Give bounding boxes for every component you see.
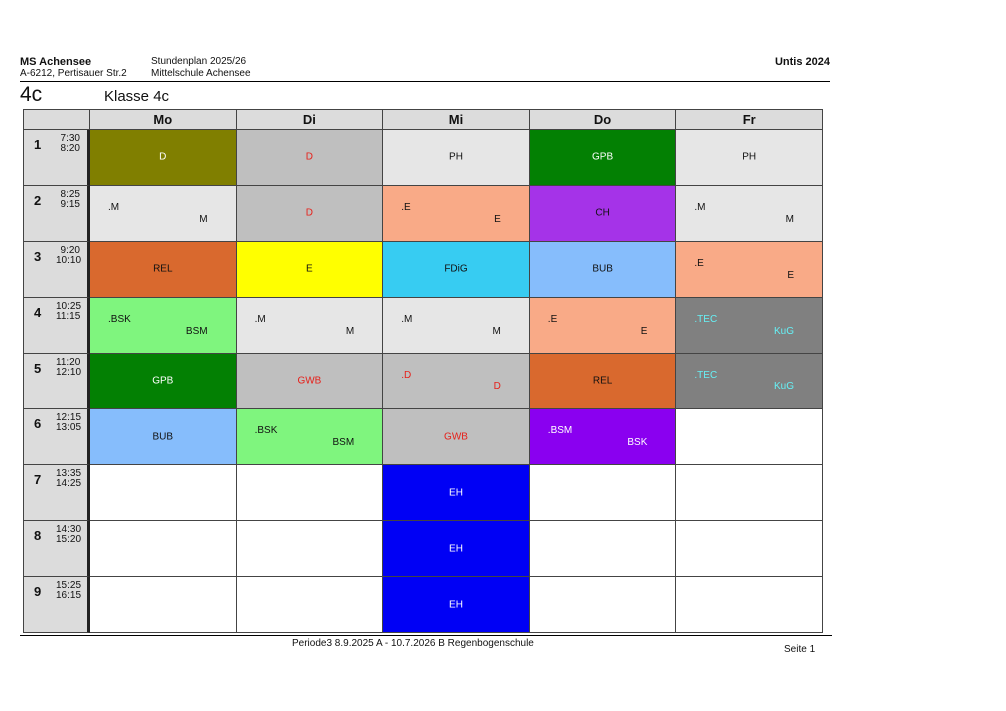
lesson-cell[interactable] <box>676 186 823 242</box>
lesson-cell[interactable] <box>530 130 677 186</box>
period-time <box>56 525 80 545</box>
lesson-subject: EH <box>449 543 463 555</box>
period-time <box>56 581 80 601</box>
lesson-cell[interactable] <box>237 242 384 298</box>
period-start: 7:30 <box>60 133 80 144</box>
lesson-cell[interactable] <box>383 130 530 186</box>
lesson-cell[interactable] <box>90 354 237 410</box>
class-name: Klasse 4c <box>104 88 170 105</box>
day-header: Mi <box>383 110 530 130</box>
period-start: 12:15 <box>56 412 82 424</box>
lesson-subject: BSK <box>627 437 648 449</box>
period-label <box>24 577 90 633</box>
empty-slot[interactable] <box>237 465 384 521</box>
period-label <box>24 465 90 521</box>
period-number: 7 <box>34 472 42 488</box>
period-time <box>56 246 80 266</box>
period-end: 15:20 <box>56 534 82 546</box>
empty-slot[interactable] <box>676 465 823 521</box>
period-label <box>24 242 90 298</box>
period-start: 15:25 <box>56 580 82 592</box>
empty-slot[interactable] <box>530 577 677 633</box>
period-number: 8 <box>34 528 42 544</box>
lesson-cell[interactable] <box>237 409 384 465</box>
lesson-subject: E <box>787 269 794 281</box>
lesson-cell[interactable] <box>383 242 530 298</box>
period-end: 13:05 <box>56 422 82 434</box>
period-label <box>24 298 90 354</box>
lesson-subject: D <box>305 151 313 163</box>
lesson-cell[interactable] <box>676 242 823 298</box>
footer-divider <box>20 635 832 636</box>
lesson-cell[interactable] <box>90 242 237 298</box>
lesson-subject-alt: .TEC <box>694 369 718 381</box>
lesson-cell[interactable] <box>90 130 237 186</box>
period-label <box>24 409 90 465</box>
period-number: 9 <box>34 584 42 600</box>
period-number: 2 <box>34 192 42 208</box>
period-start: 9:20 <box>60 244 80 256</box>
lesson-subject: E <box>640 325 648 337</box>
lesson-subject: KuG <box>773 381 794 393</box>
period-end: 9:15 <box>60 198 80 210</box>
lesson-subject-alt: .E <box>401 201 411 213</box>
period-end: 16:15 <box>56 590 82 602</box>
lesson-cell[interactable] <box>383 354 530 410</box>
lesson-subject: REL <box>153 263 173 275</box>
lesson-cell[interactable] <box>676 130 823 186</box>
period-start: 8:25 <box>60 188 80 200</box>
period-end: 11:15 <box>56 310 81 322</box>
lesson-subject-alt: .BSK <box>108 313 131 325</box>
day-header: Di <box>237 110 384 130</box>
period-label <box>24 354 90 410</box>
period-end: 10:10 <box>56 254 82 266</box>
lesson-subject: EH <box>449 599 463 611</box>
empty-slot[interactable] <box>530 521 677 577</box>
day-header: Do <box>530 110 677 130</box>
lesson-subject: M <box>345 325 355 337</box>
period-start: 14:30 <box>56 524 82 536</box>
period-time <box>56 190 80 210</box>
lesson-subject: EH <box>449 487 463 499</box>
lesson-cell[interactable] <box>530 298 677 354</box>
lesson-subject: PH <box>449 151 463 163</box>
lesson-subject-alt: .BSK <box>254 425 278 437</box>
period-number: 4 <box>34 304 42 320</box>
period-number: 1 <box>34 137 42 152</box>
lesson-subject: E <box>306 263 313 275</box>
period-end: 8:20 <box>60 143 80 154</box>
period-time <box>56 413 80 433</box>
period-start: 10:25 <box>56 300 82 312</box>
lesson-subject: CH <box>595 207 610 219</box>
lesson-subject: BUB <box>592 263 613 275</box>
lesson-subject: BUB <box>152 431 174 443</box>
header-software: Untis 2024 <box>774 56 830 68</box>
empty-slot[interactable] <box>676 409 823 465</box>
lesson-subject-alt: .TEC <box>694 313 718 325</box>
empty-slot[interactable] <box>676 577 823 633</box>
lesson-subject-alt: .M <box>401 313 413 325</box>
lesson-cell[interactable] <box>530 409 677 465</box>
period-time <box>56 302 80 322</box>
empty-slot[interactable] <box>530 465 677 521</box>
lesson-cell[interactable] <box>90 409 237 465</box>
lesson-subject-alt: .D <box>401 369 412 381</box>
period-start: 13:35 <box>56 468 82 480</box>
lesson-subject: GWB <box>297 375 322 387</box>
period-time <box>56 358 80 378</box>
lesson-subject: GPB <box>152 375 174 387</box>
lesson-subject: KuG <box>773 325 794 337</box>
lesson-subject: FDiG <box>444 263 468 275</box>
lesson-cell[interactable] <box>90 298 237 354</box>
empty-slot[interactable] <box>90 577 237 633</box>
lesson-subject: M <box>785 213 794 225</box>
lesson-cell[interactable] <box>530 186 677 242</box>
lesson-cell[interactable] <box>237 298 384 354</box>
class-code: 4c <box>20 83 43 106</box>
header-address: A-6212, Pertisauer Str.2 <box>20 68 127 79</box>
footer-page-number: Seite 1 <box>784 644 816 655</box>
lesson-subject-alt: .BSM <box>547 425 573 437</box>
period-number: 3 <box>34 248 42 264</box>
period-time <box>56 134 80 154</box>
lesson-cell[interactable] <box>383 409 530 465</box>
lesson-subject: D <box>305 207 313 219</box>
lesson-subject: REL <box>592 375 613 387</box>
empty-slot[interactable] <box>237 521 384 577</box>
period-number: 5 <box>34 360 42 376</box>
lesson-cell[interactable] <box>383 298 530 354</box>
day-header: Mo <box>90 110 237 130</box>
lesson-cell[interactable] <box>383 465 530 521</box>
lesson-cell[interactable] <box>676 354 823 410</box>
lesson-subject: GPB <box>592 151 614 163</box>
empty-slot[interactable] <box>90 465 237 521</box>
header-school-name: Mittelschule Achensee <box>151 68 251 79</box>
empty-slot[interactable] <box>676 521 823 577</box>
lesson-subject-alt: .M <box>108 201 120 213</box>
header-school: MS Achensee <box>20 56 92 68</box>
grid-corner <box>24 110 90 130</box>
lesson-cell[interactable] <box>237 354 384 410</box>
lesson-subject: E <box>494 213 501 225</box>
header-title: Stundenplan 2025/26 <box>151 56 247 67</box>
lesson-cell[interactable] <box>383 521 530 577</box>
lesson-cell[interactable] <box>237 130 384 186</box>
period-time <box>56 469 80 489</box>
period-label <box>24 130 90 186</box>
lesson-subject: PH <box>742 151 757 163</box>
period-end: 14:25 <box>56 478 82 490</box>
lesson-subject: M <box>492 325 501 337</box>
timetable-grid <box>23 109 823 633</box>
lesson-cell[interactable] <box>90 186 237 242</box>
lesson-subject: M <box>199 213 208 225</box>
period-label <box>24 521 90 577</box>
lesson-cell[interactable] <box>237 186 384 242</box>
empty-slot[interactable] <box>237 577 384 633</box>
empty-slot[interactable] <box>90 521 237 577</box>
period-start: 11:20 <box>56 356 81 368</box>
lesson-cell[interactable] <box>383 577 530 633</box>
lesson-cell[interactable] <box>383 186 530 242</box>
lesson-subject: D <box>159 151 167 163</box>
lesson-subject: GWB <box>444 431 468 443</box>
lesson-subject-alt: .E <box>694 257 704 269</box>
lesson-subject-alt: .E <box>547 313 558 325</box>
lesson-cell[interactable] <box>530 242 677 298</box>
lesson-subject: BSM <box>332 437 355 449</box>
period-end: 12:10 <box>56 366 82 378</box>
lesson-subject: D <box>493 381 501 393</box>
lesson-cell[interactable] <box>676 298 823 354</box>
day-header: Fr <box>676 110 823 130</box>
lesson-subject-alt: .M <box>694 201 706 213</box>
period-number: 6 <box>34 416 42 432</box>
lesson-subject: BSM <box>185 325 208 337</box>
lesson-subject-alt: .M <box>254 313 266 325</box>
footer-period-info: Periode3 8.9.2025 A - 10.7.2026 B Regenbogenschule <box>292 638 534 649</box>
header-divider <box>20 81 830 82</box>
period-label <box>24 186 90 242</box>
lesson-cell[interactable] <box>530 354 677 410</box>
